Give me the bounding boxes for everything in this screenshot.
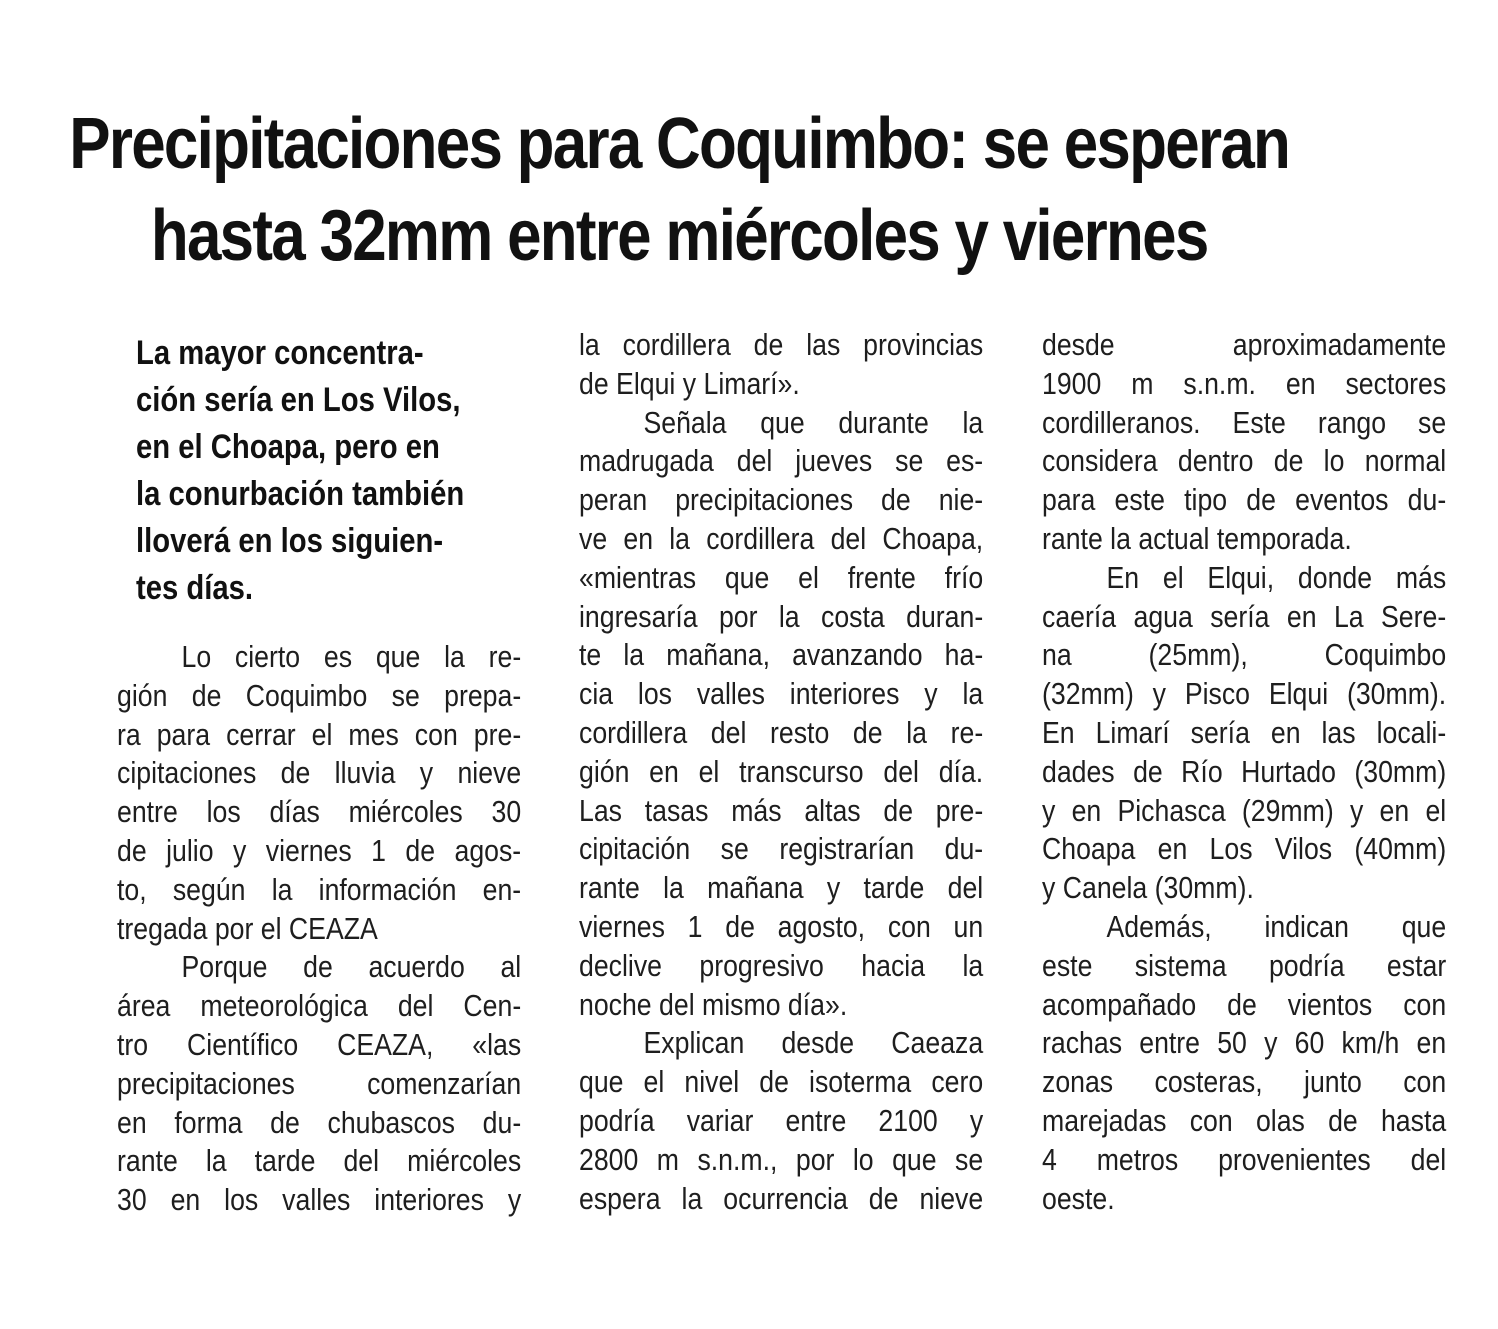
text-line: ingresaría por la costa duran- — [579, 598, 984, 634]
text-line: rante la actual temporada. — [1042, 520, 1352, 556]
text-line: marejadas con olas de hasta — [1042, 1102, 1447, 1138]
headline-line: hasta 32mm entre miércoles y viernes — [150, 196, 1208, 276]
text-line: gión en el transcurso del día. — [579, 753, 984, 789]
text-line: madrugada del jueves se es- — [579, 443, 984, 479]
text-line: Lo cierto es que la re- — [181, 639, 522, 674]
text-line: En Limarí sería en las locali- — [1042, 714, 1447, 750]
text-line: gión de Coquimbo se prepa- — [117, 677, 522, 713]
text-line: y en Pichasca (29mm) y en el — [1042, 792, 1447, 828]
lead-line: lloverá en los siguien- — [136, 522, 444, 560]
text-line: rachas entre 50 y 60 km/h en — [1042, 1025, 1447, 1061]
lead-line: en el Choapa, pero en — [136, 428, 440, 466]
text-line: noche del mismo día». — [579, 986, 848, 1022]
text-line: na (25mm), Coquimbo — [1042, 637, 1447, 673]
text-line: cipitaciones de lluvia y nieve — [117, 755, 522, 791]
text-line: para este tipo de eventos du- — [1042, 482, 1447, 518]
text-line: cordillera del resto de la re- — [579, 714, 984, 750]
text-line: 2800 m s.n.m., por lo que se — [579, 1141, 984, 1177]
text-line: en forma de chubascos du- — [117, 1104, 522, 1140]
text-line: espera la ocurrencia de nieve — [579, 1180, 984, 1216]
text-line: cia los valles interiores y la — [579, 676, 984, 712]
text-line: rante la tarde del miércoles — [117, 1143, 522, 1179]
text-line: entre los días miércoles 30 — [117, 794, 522, 830]
headline-line: Precipitaciones para Coquimbo: se esperan — [69, 104, 1290, 184]
text-line: 1900 m s.n.m. en sectores — [1042, 365, 1447, 401]
text-line: oeste. — [1042, 1180, 1115, 1216]
text-line: de julio y viernes 1 de agos- — [117, 832, 522, 868]
text-line: este sistema podría estar — [1042, 947, 1447, 983]
text-line: y Canela (30mm). — [1042, 870, 1254, 906]
lead-line: tes días. — [136, 569, 254, 607]
headline — [60, 98, 1298, 282]
text-line: Señala que durante la — [643, 404, 984, 440]
text-line: Las tasas más altas de pre- — [579, 792, 984, 828]
lead-line: la conurbación también — [136, 475, 465, 513]
text-line: ve en la cordillera del Choapa, — [579, 520, 984, 556]
text-line: cordilleranos. Este rango se — [1042, 404, 1447, 440]
text-line: viernes 1 de agosto, con un — [579, 908, 984, 944]
text-line: Choapa en Los Vilos (40mm) — [1042, 831, 1447, 867]
text-line: te la mañana, avanzando ha- — [579, 637, 984, 673]
text-line: En el Elqui, donde más — [1106, 559, 1447, 595]
lead-summary — [136, 330, 497, 612]
text-line: Porque de acuerdo al — [181, 949, 522, 985]
text-line: rante la mañana y tarde del — [579, 870, 984, 906]
text-line: que el nivel de isoterma cero — [579, 1064, 984, 1100]
article-column-1 — [117, 638, 521, 1220]
text-line: considera dentro de lo normal — [1042, 443, 1447, 479]
text-line: Explican desde Caeaza — [643, 1025, 984, 1061]
text-line: peran precipitaciones de nie- — [579, 482, 984, 518]
text-line: acompañado de vientos con — [1042, 986, 1447, 1022]
article-column-3 — [1042, 326, 1446, 1218]
text-line: «mientras que el frente frío — [579, 559, 984, 595]
text-line: área meteorológica del Cen- — [117, 988, 522, 1024]
lead-line: ción sería en Los Vilos, — [136, 381, 461, 419]
article-column-2 — [579, 326, 983, 1218]
text-line: ra para cerrar el mes con pre- — [117, 716, 522, 752]
text-line: 30 en los valles interiores y — [117, 1182, 522, 1218]
text-line: podría variar entre 2100 y — [579, 1102, 984, 1138]
text-line: (32mm) y Pisco Elqui (30mm). — [1042, 676, 1447, 712]
text-line: to, según la información en- — [117, 871, 522, 907]
text-line: dades de Río Hurtado (30mm) — [1042, 753, 1447, 789]
text-line: zonas costeras, junto con — [1042, 1064, 1447, 1100]
text-line: tregada por el CEAZA — [117, 910, 378, 946]
text-line: 4 metros provenientes del — [1042, 1141, 1447, 1177]
text-line: caería agua sería en La Sere- — [1042, 598, 1447, 634]
text-line: desde aproximadamente — [1042, 327, 1447, 362]
text-line: la cordillera de las provincias — [579, 327, 984, 362]
text-line: de Elqui y Limarí». — [579, 365, 800, 401]
text-line: Además, indican que — [1106, 908, 1447, 944]
text-line: precipitaciones comenzarían — [117, 1065, 522, 1101]
text-line: cipitación se registrarían du- — [579, 831, 984, 867]
lead-line: La mayor concentra- — [136, 334, 424, 372]
text-line: declive progresivo hacia la — [579, 947, 984, 983]
text-line: tro Científico CEAZA, «las — [117, 1026, 522, 1062]
